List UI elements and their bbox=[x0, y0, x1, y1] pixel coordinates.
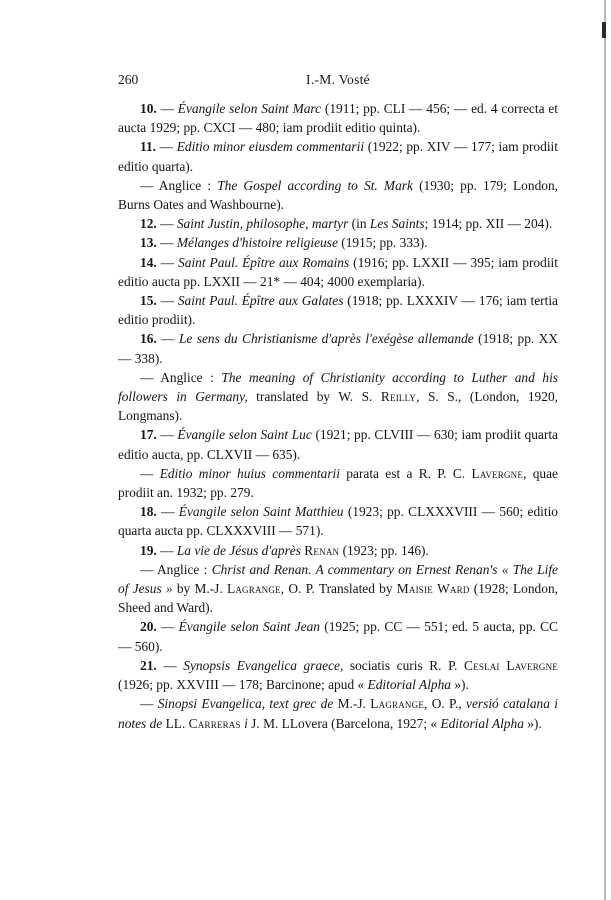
entry-number: 15. bbox=[140, 293, 157, 309]
series-title: Les Saints bbox=[369, 216, 425, 232]
bib-entry-19: 19. — La vie de Jésus d'après Renan (1923; pp. 146). bbox=[140, 542, 429, 558]
bib-entry-20: 20. — Évangile selon Saint Jean (1925; pp. CC — 551; ed. 5 aucta, pp. CC — 560). bbox=[118, 619, 558, 654]
author-name: Lagrange bbox=[226, 581, 281, 597]
entry-number: 16. bbox=[140, 331, 157, 347]
translator-name: Maisie Ward bbox=[396, 581, 470, 597]
work-title: Évangile selon Saint Luc bbox=[177, 427, 312, 443]
page-number: 260 bbox=[118, 72, 139, 87]
work-title: La vie de Jésus d'après bbox=[176, 542, 305, 558]
work-title: Editio minor huius commentarii bbox=[159, 465, 340, 481]
work-title: The meaning of Christianity according to Luther and his followers in Germany, bbox=[118, 369, 558, 405]
bib-entry-15: 15. — Saint Paul. Épître aux Galates (1918; pp. LXXXIV — 176; iam tertia editio prodiit). bbox=[118, 293, 558, 328]
bib-entry-16-anglice: — Anglice : The meaning of Christianity according to Luther and his followers in Germany, translated by W. S. Reilly, S. S., (London, 1920, Longmans). bbox=[118, 369, 558, 424]
work-title: Saint Paul. Épître aux Romains bbox=[178, 254, 350, 270]
work-title: Évangile selon Saint Matthieu bbox=[178, 504, 344, 520]
entry-number: 17. bbox=[140, 427, 157, 443]
entry-number: 19. bbox=[140, 542, 157, 558]
bib-entry-17-minor: — Editio minor huius commentarii parata est a R. P. C. Lavergne, quae prodiit an. 1932; pp. 279. bbox=[118, 465, 558, 501]
entry-number: 13. bbox=[140, 235, 157, 251]
bib-entry-21: 21. — Synopsis Evangelica graece, sociatis curis R. P. Ceslai Lavergne (1926; pp. XXVIII — 178; Barcinone; apud « Editorial Alpha »). bbox=[118, 657, 559, 693]
running-header bbox=[118, 72, 558, 92]
running-title: I.-M. Vosté bbox=[306, 72, 370, 87]
publisher-name: Editorial Alpha bbox=[440, 715, 524, 731]
entry-number: 14. bbox=[140, 254, 157, 270]
work-title: Christ and Renan. A commentary on Ernest Renan's « The Life of Jesus » bbox=[118, 561, 558, 597]
work-title: The Gospel according to St. Mark bbox=[217, 177, 413, 193]
bib-entry-17: 17. — Évangile selon Saint Luc (1921; pp. CLVIII — 630; iam prodiit quarta editio aucta, pp. CLXVII — 635). bbox=[118, 427, 558, 462]
entry-number: 18. bbox=[140, 504, 157, 520]
bib-entry-14: 14. — Saint Paul. Épître aux Romains (1916; pp. LXXII — 395; iam prodiit editio aucta pp. LXXII — 21* — 404; 4000 exemplaria). bbox=[118, 254, 558, 289]
work-title: Évangile selon Saint Jean bbox=[178, 619, 320, 635]
entry-number: 11. bbox=[140, 139, 156, 155]
bib-entry-19-anglice: — Anglice : Christ and Renan. A commentary on Ernest Renan's « The Life of Jesus » by M.-J. Lagrange, O. P. Translated by Maisie Ward (1928; London, Sheed and Ward). bbox=[118, 561, 558, 616]
work-title: Saint Justin, philosophe, martyr bbox=[176, 216, 349, 232]
bib-entry-21-catalan: — Sinopsi Evangelica, text grec de M.-J. Lagrange, O. P., versió catalana i notes de LL. Carreras i J. M. LLovera (Barcelona, 1927; « Editorial Alpha »). bbox=[118, 696, 558, 731]
bib-entry-12: 12. — Saint Justin, philosophe, martyr (in Les Saints; 1914; pp. XII — 204). bbox=[140, 216, 553, 232]
scan-edge-mark bbox=[602, 22, 606, 38]
bib-entry-13: 13. — Mélanges d'histoire religieuse (1915; pp. 333). bbox=[140, 235, 428, 251]
translator-name: Carreras bbox=[188, 715, 241, 731]
entry-number: 20. bbox=[140, 619, 157, 635]
bib-entry-16: 16. — Le sens du Christianisme d'après l'exégèse allemande (1918; pp. XX — 338). bbox=[118, 331, 558, 366]
bibliography-list bbox=[118, 99, 558, 733]
author-name: Lagrange bbox=[370, 696, 425, 712]
work-title: Editio minor eiusdem commentarii bbox=[176, 139, 365, 155]
author-name: Renan bbox=[304, 542, 340, 558]
entry-number: 10. bbox=[140, 101, 157, 116]
publisher-name: Editorial Alpha bbox=[367, 677, 451, 693]
author-name: Ceslai Lavergne bbox=[463, 657, 559, 673]
entry-number: 21. bbox=[140, 657, 157, 673]
author-name: Reilly bbox=[380, 389, 417, 405]
work-title: Évangile selon Saint Marc bbox=[177, 101, 322, 116]
work-title: Mélanges d'histoire religieuse bbox=[176, 235, 338, 251]
translation-note: versió catalana i notes de bbox=[118, 696, 558, 731]
bib-entry-11-anglice: — Anglice : The Gospel according to St. Mark (1930; pp. 179; London, Burns Oates and Washbourne). bbox=[118, 177, 558, 213]
author-name: Lavergne bbox=[471, 465, 524, 481]
scan-edge-line bbox=[604, 0, 606, 900]
work-title: Synopsis Evangelica graece, bbox=[183, 657, 344, 673]
bib-entry-18: 18. — Évangile selon Saint Matthieu (1923; pp. CLXXXVIII — 560; editio quarta aucta pp. CLXXXVIII — 571). bbox=[118, 504, 558, 539]
bib-entry-11: 11. — Editio minor eiusdem commentarii (1922; pp. XIV — 177; iam prodiit editio quarta). bbox=[118, 139, 558, 174]
work-title: Sinopsi Evangelica, text grec de bbox=[157, 696, 334, 712]
entry-number: 12. bbox=[140, 216, 157, 232]
bib-entry-10: 10. — Évangile selon Saint Marc (1911; pp. CLI — 456; — ed. 4 correcta et aucta 1929; pp. CXCI — 480; iam prodiit editio quinta). bbox=[118, 101, 558, 136]
work-title: Le sens du Christianisme d'après l'exégèse allemande bbox=[178, 331, 474, 347]
work-title: Saint Paul. Épître aux Galates bbox=[177, 293, 344, 309]
